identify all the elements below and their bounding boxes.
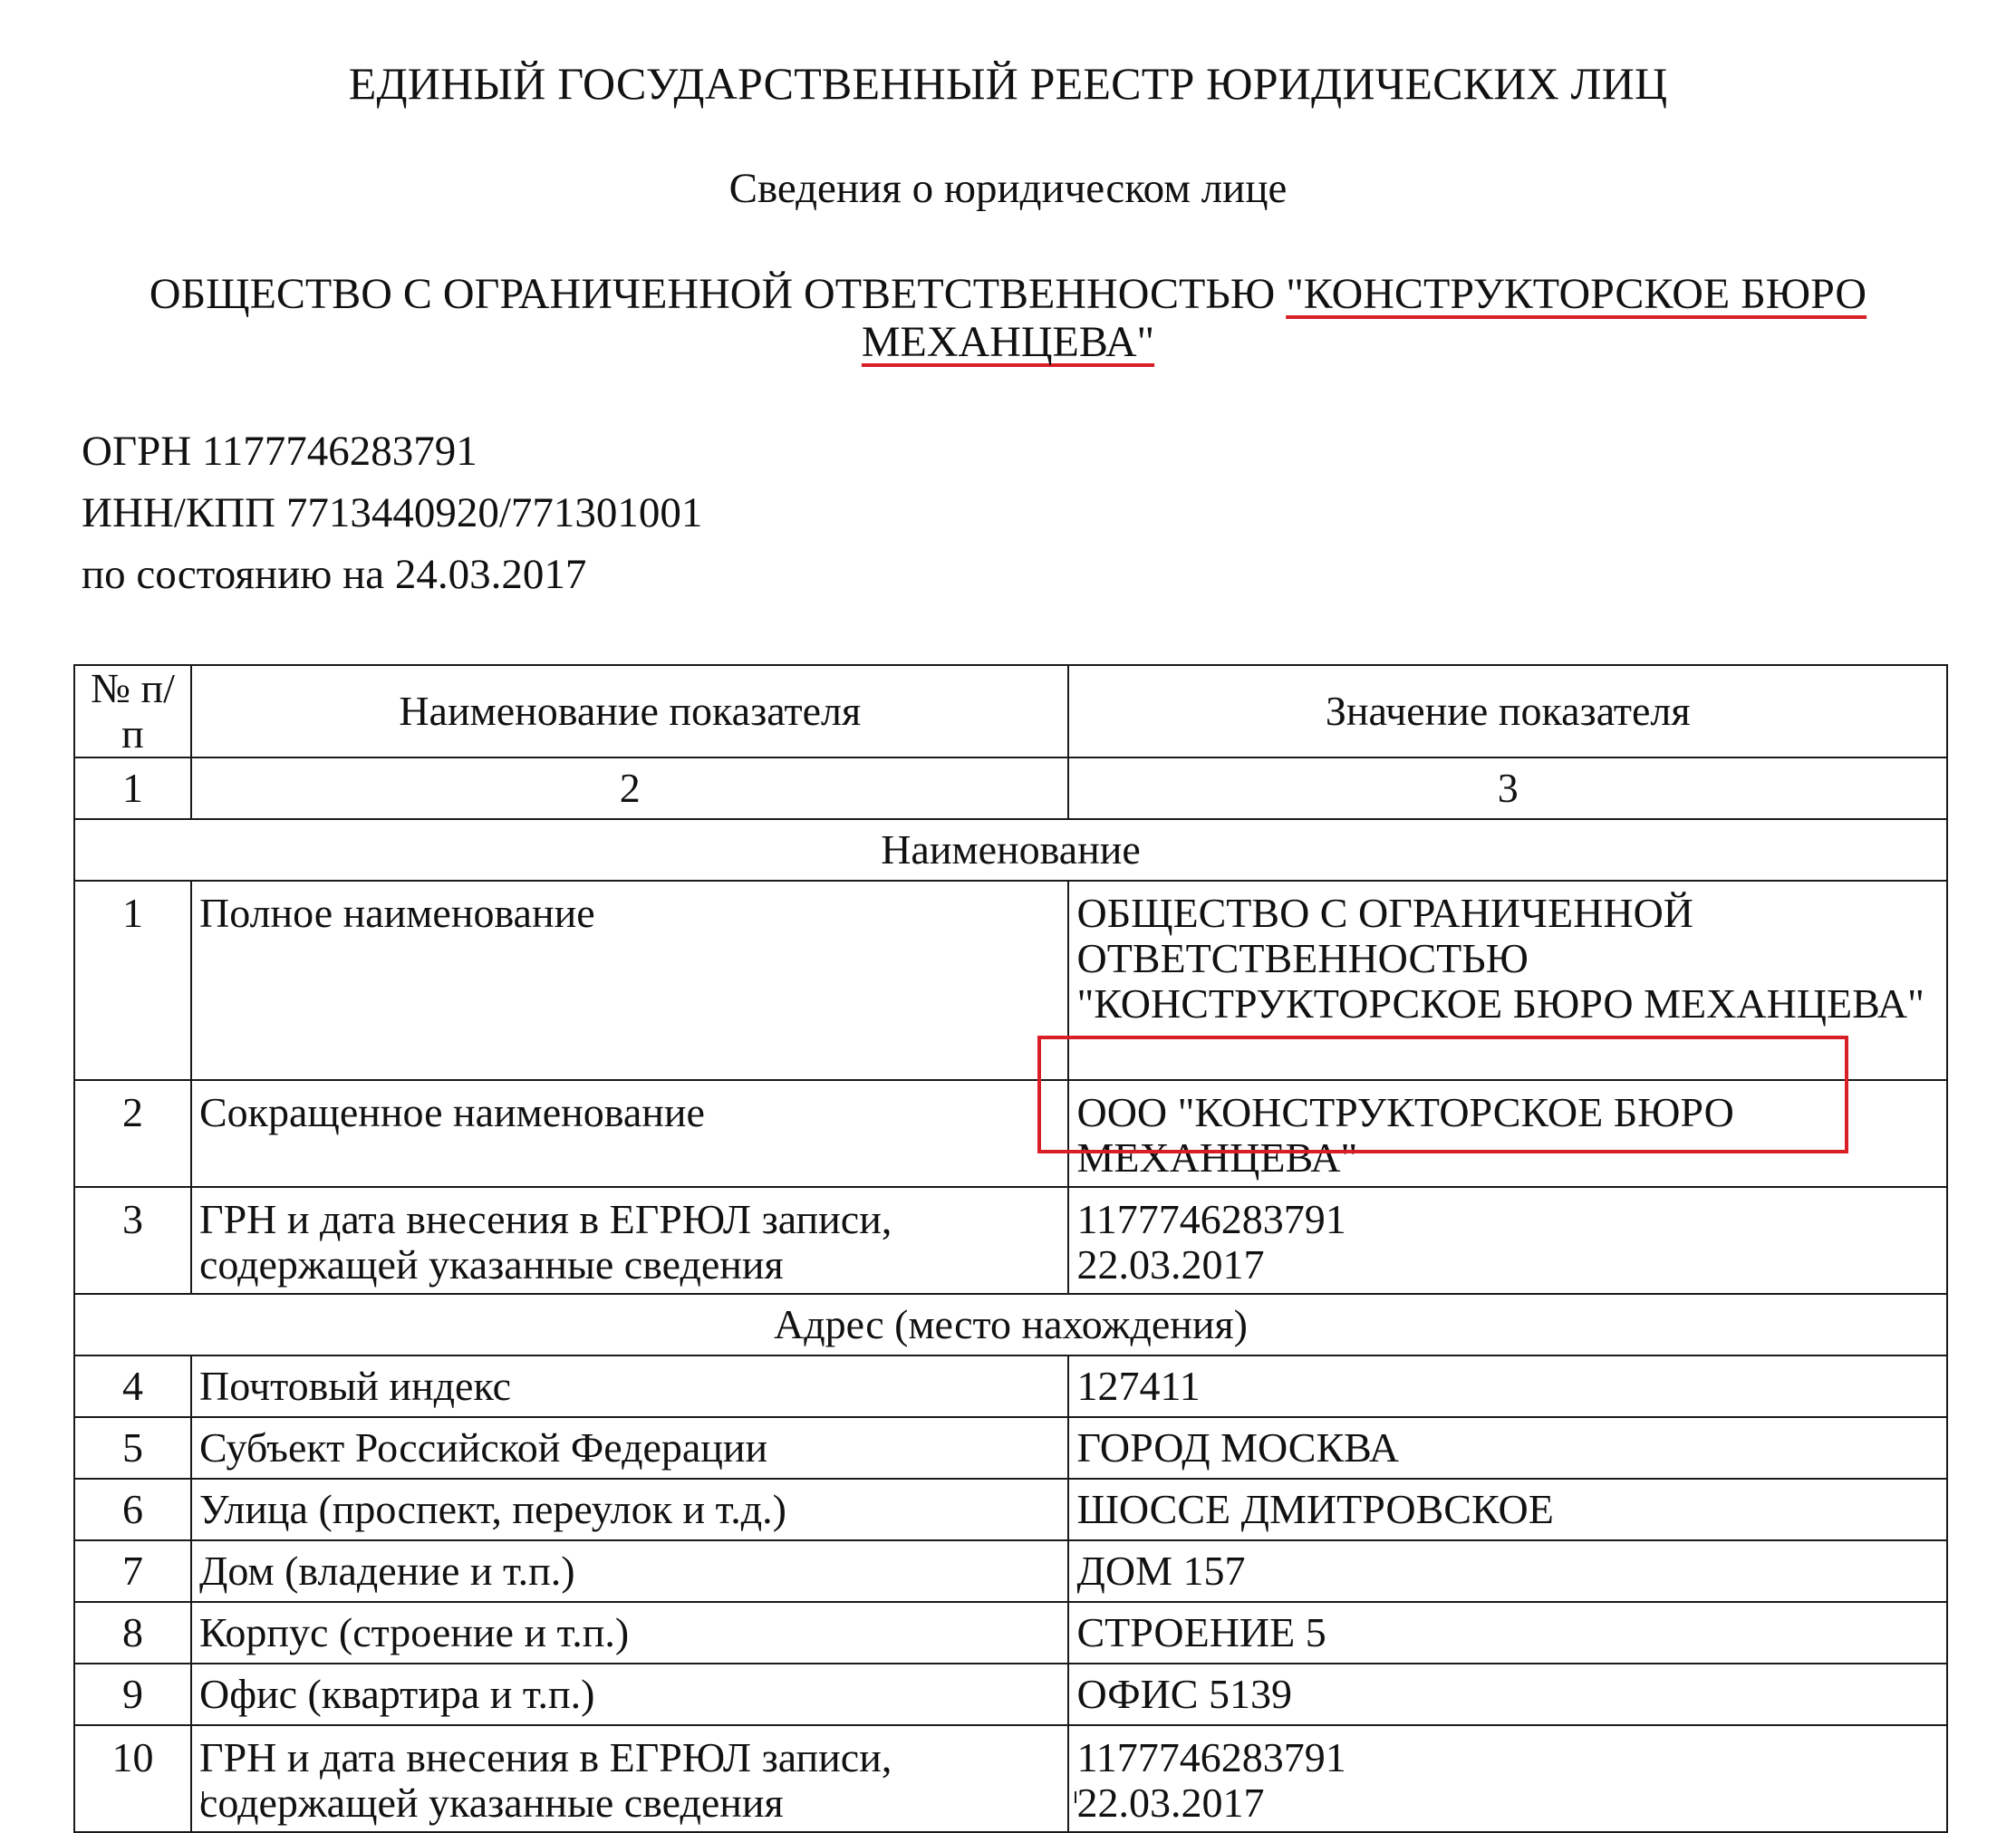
short-name-highlight-box <box>1037 1036 1848 1153</box>
as-of-date-line: по состоянию на 24.03.2017 <box>82 551 587 598</box>
table-row <box>74 1664 1947 1725</box>
row-number: 3 <box>74 1187 191 1294</box>
row-number: 10 <box>74 1725 191 1832</box>
company-legal-form: ОБЩЕСТВО С ОГРАНИЧЕННОЙ ОТВЕТСТВЕННОСТЬЮ <box>149 270 1287 318</box>
row-number: 2 <box>74 1080 191 1187</box>
row-value: ШОССЕ ДМИТРОВСКОЕ <box>1068 1479 1947 1540</box>
row-value: ОФИС 5139 <box>1068 1664 1947 1725</box>
column-number-row <box>74 757 1947 819</box>
row-indicator-name: ГРН и дата внесения в ЕГРЮЛ записи, содержащей указанные сведения <box>191 1725 1068 1832</box>
table-row <box>74 1540 1947 1602</box>
section-title-name: Наименование <box>74 819 1947 881</box>
row-indicator-name: Улица (проспект, переулок и т.д.) <box>191 1479 1068 1540</box>
grn-number: 1177746283791 <box>1076 1734 1346 1780</box>
table-row <box>74 1187 1947 1294</box>
registry-title: ЕДИНЫЙ ГОСУДАРСТВЕННЫЙ РЕЕСТР ЮРИДИЧЕСКИХ ЛИЦ <box>348 58 1668 109</box>
row-value <box>1068 1725 1947 1832</box>
row-value: ДОМ 157 <box>1068 1540 1947 1602</box>
table-row <box>74 1355 1947 1417</box>
row-indicator-name: Субъект Российской Федерации <box>191 1417 1068 1479</box>
row-value: 127411 <box>1068 1355 1947 1417</box>
column-header-value: Значение показателя <box>1068 665 1947 757</box>
grn-number: 1177746283791 <box>1076 1196 1346 1242</box>
company-heading <box>72 270 1944 366</box>
table-continuation <box>73 1791 1948 1803</box>
section-row <box>74 1294 1947 1355</box>
grn-date: 22.03.2017 <box>1076 1241 1265 1288</box>
section-title-address: Адрес (место нахождения) <box>74 1294 1947 1355</box>
row-number: 9 <box>74 1664 191 1725</box>
table-header-row <box>74 665 1947 757</box>
grn-date: 22.03.2017 <box>1076 1780 1265 1826</box>
row-indicator-name: Сокращенное наименование <box>191 1080 1068 1187</box>
row-indicator-name: Дом (владение и т.п.) <box>191 1540 1068 1602</box>
column-header-indicator: Наименование показателя <box>191 665 1068 757</box>
column-number-3: 3 <box>1068 757 1947 819</box>
row-number: 7 <box>74 1540 191 1602</box>
egrul-table <box>73 664 1948 1833</box>
ogrn-line: ОГРН 1177746283791 <box>82 428 477 475</box>
column-number-2: 2 <box>191 757 1068 819</box>
row-value <box>1068 1187 1947 1294</box>
table-row <box>74 1725 1947 1832</box>
table-row <box>74 1602 1947 1664</box>
row-value: СТРОЕНИЕ 5 <box>1068 1602 1947 1664</box>
row-indicator-name: Офис (квартира и т.п.) <box>191 1664 1068 1725</box>
row-indicator-name: Полное наименование <box>191 881 1068 1080</box>
identifiers-block <box>82 420 702 605</box>
row-number: 4 <box>74 1355 191 1417</box>
row-value-short-name: ООО "КОНСТРУКТОРСКОЕ БЮРО МЕХАНЦЕВА" <box>1068 1080 1947 1187</box>
company-name-highlighted: "КОНСТРУКТОРСКОЕ БЮРО МЕХАНЦЕВА" <box>861 270 1867 366</box>
row-number: 6 <box>74 1479 191 1540</box>
row-value: ОБЩЕСТВО С ОГРАНИЧЕННОЙ ОТВЕТСТВЕННОСТЬЮ "КОНСТРУКТОРСКОЕ БЮРО МЕХАНЦЕВА" <box>1068 881 1947 1080</box>
row-value: ГОРОД МОСКВА <box>1068 1417 1947 1479</box>
column-number-1: 1 <box>74 757 191 819</box>
row-number: 5 <box>74 1417 191 1479</box>
inn-kpp-line: ИНН/КПП 7713440920/771301001 <box>82 489 703 536</box>
document-subtitle: Сведения о юридическом лице <box>728 165 1288 212</box>
row-indicator-name: Почтовый индекс <box>191 1355 1068 1417</box>
row-indicator-name: ГРН и дата внесения в ЕГРЮЛ записи, содержащей указанные сведения <box>191 1187 1068 1294</box>
row-number: 8 <box>74 1602 191 1664</box>
section-row <box>74 819 1947 881</box>
column-header-number: № п/п <box>74 665 191 757</box>
table-row <box>74 1417 1947 1479</box>
row-indicator-name: Корпус (строение и т.п.) <box>191 1602 1068 1664</box>
table-row <box>74 1479 1947 1540</box>
row-number: 1 <box>74 881 191 1080</box>
